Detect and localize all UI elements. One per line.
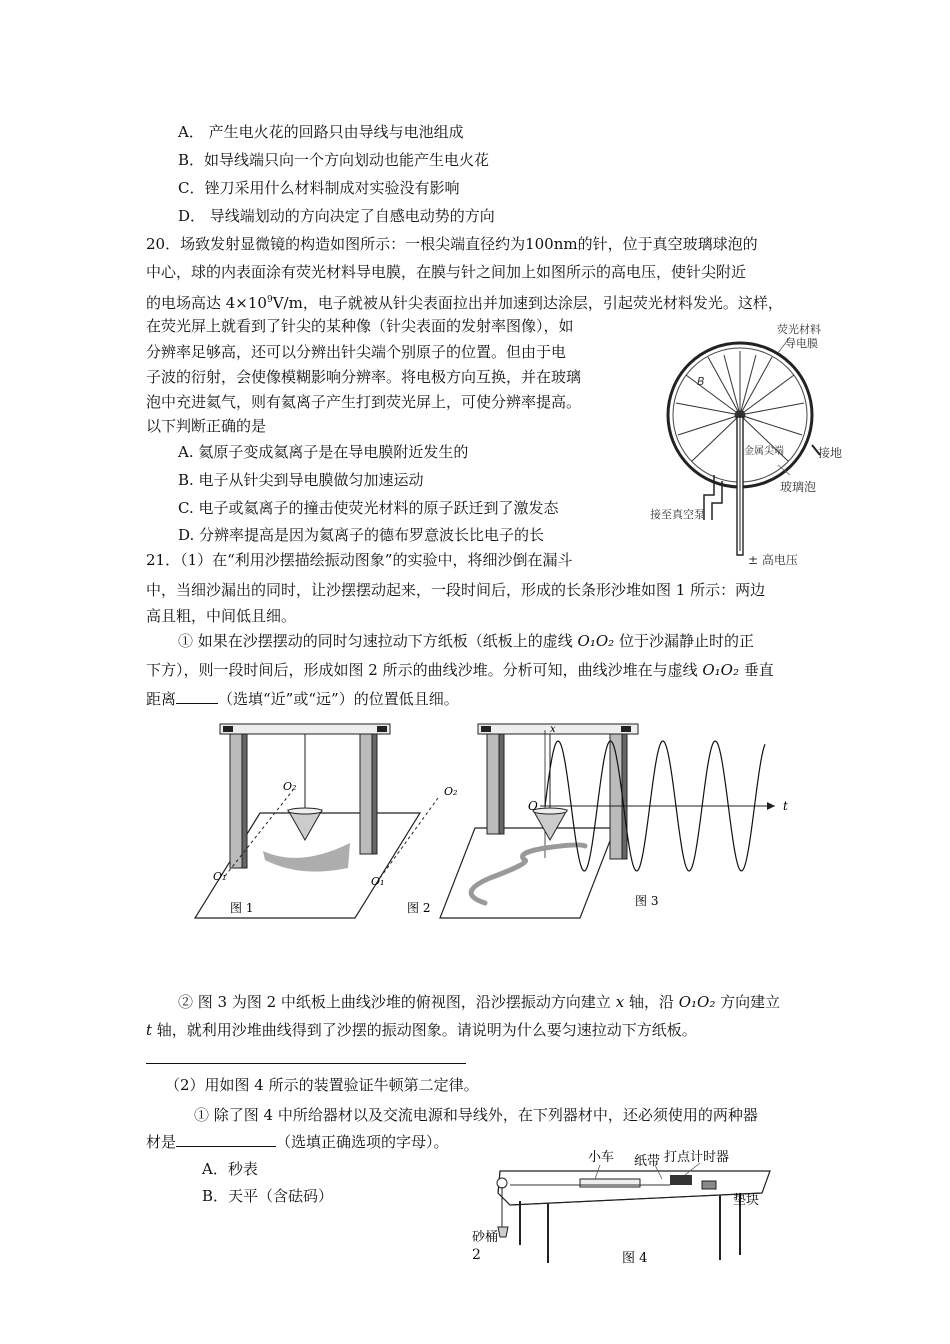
label-block: 垫块 <box>733 1193 760 1208</box>
q19-option-b: B．如导线端只向一个方向划动也能产生电火花 <box>178 151 490 169</box>
label-timer: 打点计时器 <box>664 1150 730 1165</box>
figure-1 <box>195 724 457 918</box>
fig2-label-o1: O₁ <box>371 875 385 888</box>
q21-p3: 距离 （选填“近”或“远”）的位置低且细。 <box>146 687 459 710</box>
q20-option-b: B. 电子从针尖到导电膜做匀加速运动 <box>178 471 424 489</box>
label-tape: 纸带 <box>634 1154 661 1169</box>
label-bucket: 砂桶 <box>472 1230 499 1245</box>
label-fluorescent-material: 荧光材料 <box>777 323 821 336</box>
sand-pendulum-figures <box>185 718 805 928</box>
label-glass-bulb: 玻璃泡 <box>780 480 817 494</box>
label-ground: 接地 <box>818 446 843 460</box>
q20-option-c: C. 电子或氦离子的撞击使荧光材料的原子跃迁到了激发态 <box>178 499 559 517</box>
q19-option-c: C．锉刀采用什么材料制成对实验没有影响 <box>178 179 460 197</box>
q19-option-d: D． 导线端划动的方向决定了自感电动势的方向 <box>178 207 495 225</box>
q21-p4: ② 图 3 为图 2 中纸板上曲线沙堆的俯视图，沿沙摆振动方向建立 x 轴，沿 O₁O₂ 方向建立 <box>178 993 781 1011</box>
label-cart: 小车 <box>588 1150 615 1165</box>
q20-stem-line8: 以下判断正确的是 <box>146 417 267 435</box>
q21-line1: 21．（1）在“利用沙摆描绘振动图象”的实验中，将细沙倒在漏斗 <box>146 551 573 569</box>
newton-second-law-apparatus <box>470 1145 780 1275</box>
fig2-label-o2: O₂ <box>444 785 458 798</box>
fig4-caption: 图 4 <box>622 1251 648 1266</box>
q21-p1: ① 如果在沙摆摆动的同时匀速拉动下方纸板（纸板上的虚线 O₁O₂ 位于沙漏静止时的正 <box>178 632 754 650</box>
q21-option-a: A．秒表 <box>202 1160 258 1178</box>
fig1-label-o2: O₂ <box>283 780 297 793</box>
q21-option-b: B．天平（含砝码） <box>202 1187 334 1205</box>
q21-p6: ① 除了图 4 中所给器材以及交流电源和导线外，在下列器材中，还必须使用的两种器 <box>194 1106 758 1124</box>
q20-stem-line4: 在荧光屏上就看到了针尖的某种像（针尖表面的发射率图像），如 <box>146 317 574 335</box>
q20-option-d: D. 分辨率提高是因为氦离子的德布罗意波长比电子的长 <box>178 526 545 544</box>
label-high-voltage: ± 高电压 <box>748 553 798 567</box>
fig2-caption: 图 2 <box>407 901 431 915</box>
label-metal-tip: 金属尖端 <box>744 446 784 457</box>
page-number: 2 <box>472 1247 481 1263</box>
q21-part2: （2）用如图 4 所示的装置验证牛顿第二定律。 <box>165 1076 479 1094</box>
fig3-caption: 图 3 <box>635 894 659 908</box>
q19-option-a: A． 产生电火花的回路只由导线与电池组成 <box>178 123 464 141</box>
q21-p5: t 轴，就利用沙堆曲线得到了沙摆的振动图象。请说明为什么要匀速拉动下方纸板。 <box>146 1021 697 1039</box>
q21-line3: 高且粗，中间低且细。 <box>146 607 297 625</box>
answer-blank-2[interactable] <box>176 1130 276 1147</box>
label-conductive-film: 导电膜 <box>785 337 818 350</box>
fig3-label-x: x <box>550 724 556 735</box>
q20-stem-line3: 的电场高达 $4\times 10^9V/m$，电子就被从针尖表面拉出并加速到达涂层，引起荧光材料发光。这样， <box>146 294 783 312</box>
q21-p2: 下方），则一段时间后，形成如图 2 所示的曲线沙堆。分析可知，曲线沙堆在与虚线 O₁O₂ 垂直 <box>146 661 774 679</box>
answer-blank-1[interactable] <box>176 687 218 704</box>
q20-stem-line1: 20．场致发射显微镜的构造如图所示：一根尖端直径约为100nm的针，位于真空玻璃球泡的 <box>146 235 758 253</box>
q21-line2: 中，当细沙漏出的同时，让沙摆摆动起来，一段时间后，形成的长条形沙堆如图 1 所示：两边 <box>146 581 766 599</box>
q20-stem-line7: 泡中充进氦气，则有氦离子产生打到荧光屏上，可使分辨率提高。 <box>146 393 582 411</box>
q20-stem-line2: 中心，球的内表面涂有荧光材料导电膜，在膜与针之间加上如图所示的高电压，使针尖附近 <box>146 263 747 281</box>
q20-stem-line5: 分辨率足够高，还可以分辨出针尖端个别原子的位置。但由于电 <box>146 343 567 361</box>
fig1-caption: 图 1 <box>230 901 254 915</box>
field-emission-microscope-figure <box>640 315 860 570</box>
label-vacuum-pump: 接至真空泵 <box>650 508 705 521</box>
label-b: B <box>697 375 705 388</box>
fig1-label-o1: O₁ <box>213 870 227 883</box>
q20-stem-line6: 子波的衍射，会使像模糊影响分辨率。将电极方向互换，并在玻璃 <box>146 368 582 386</box>
fig3-label-t: t <box>783 799 788 813</box>
answer-line[interactable] <box>146 1063 466 1064</box>
q20-option-a: A. 氦原子变成氦离子是在导电膜附近发生的 <box>178 443 469 461</box>
figure-2 <box>407 724 638 918</box>
fig3-label-o: O <box>528 799 538 813</box>
q21-p7: 材是 （选填正确选项的字母）。 <box>146 1130 449 1153</box>
